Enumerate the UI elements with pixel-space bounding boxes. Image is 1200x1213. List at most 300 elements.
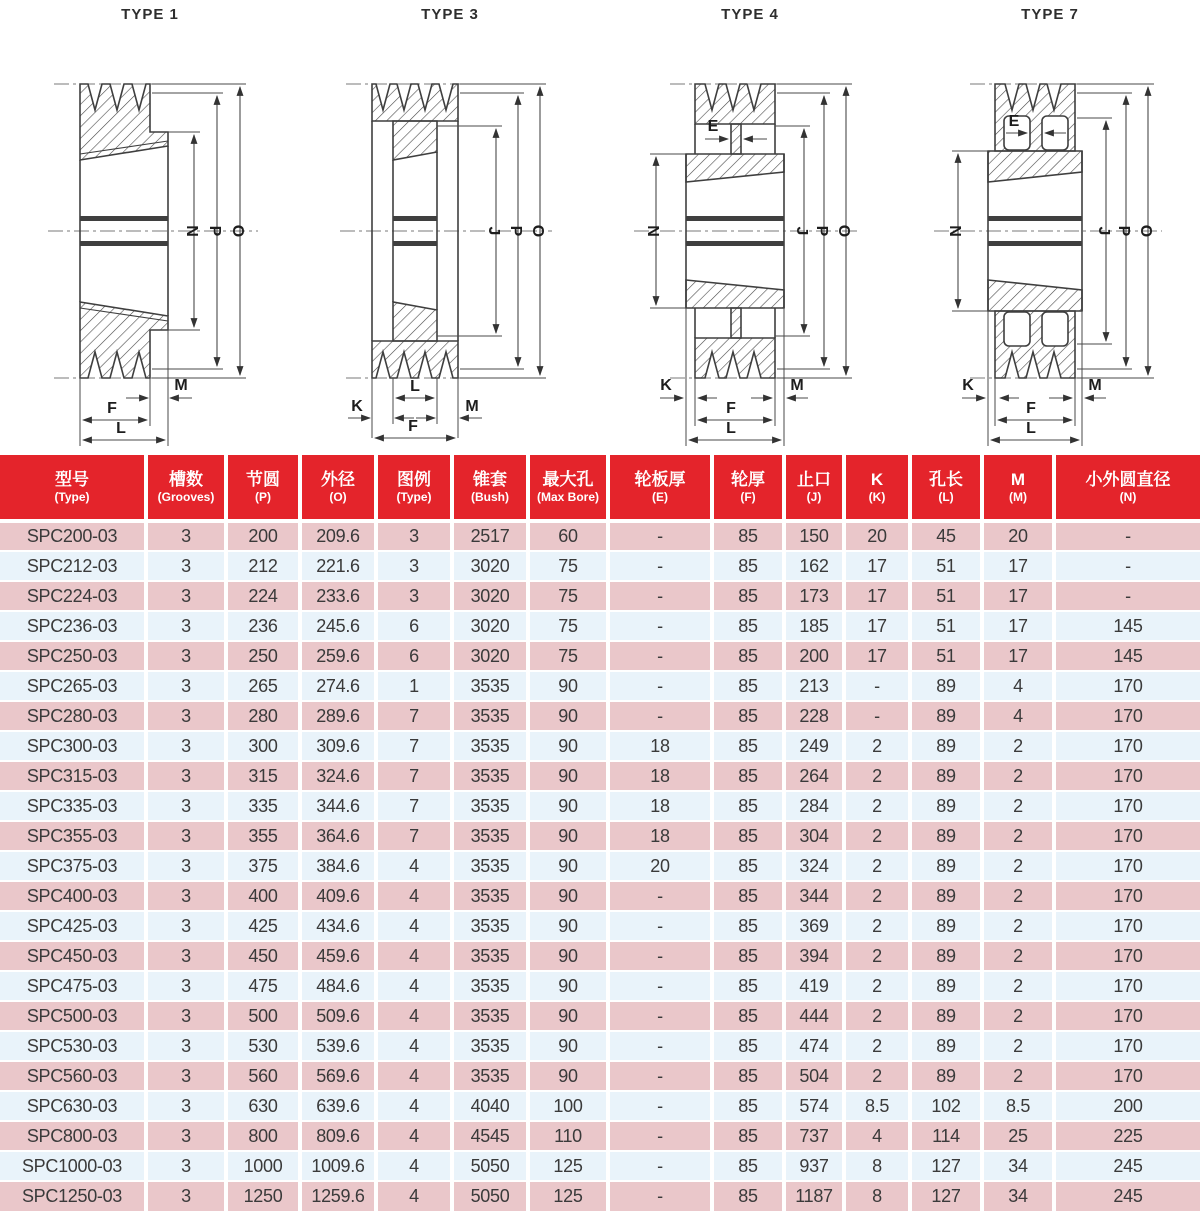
table-cell: 85 <box>712 1061 784 1091</box>
table-row <box>0 641 1200 671</box>
table-cell: 20 <box>608 851 712 881</box>
table-cell: 2 <box>982 941 1054 971</box>
table-cell: 569.6 <box>300 1061 376 1091</box>
table-cell: - <box>608 1031 712 1061</box>
table-row <box>0 941 1200 971</box>
table-cell: 3535 <box>452 1061 528 1091</box>
table-cell: 315 <box>226 761 300 791</box>
table-cell: 20 <box>982 521 1054 551</box>
table-row <box>0 851 1200 881</box>
type-3-diagram <box>300 0 600 455</box>
table-cell: 364.6 <box>300 821 376 851</box>
table-header-row <box>0 455 1200 521</box>
table-cell: 7 <box>376 821 452 851</box>
table-cell: 89 <box>910 731 982 761</box>
table-cell: 264 <box>784 761 844 791</box>
table-cell: 300 <box>226 731 300 761</box>
table-cell: 4 <box>376 1001 452 1031</box>
table-cell: 284 <box>784 791 844 821</box>
table-cell: 90 <box>528 1031 608 1061</box>
dim-label-e: E <box>707 118 719 135</box>
table-cell: - <box>608 581 712 611</box>
column-header-en: (E) <box>652 490 668 505</box>
table-cell: 125 <box>528 1181 608 1211</box>
column-header-en: (M) <box>1009 490 1027 505</box>
table-cell: - <box>608 1121 712 1151</box>
table-cell: 484.6 <box>300 971 376 1001</box>
table-cell: 18 <box>608 731 712 761</box>
dim-label-n: N <box>644 225 661 237</box>
table-cell: 1250 <box>226 1181 300 1211</box>
table-cell: 90 <box>528 1061 608 1091</box>
table-cell: 85 <box>712 521 784 551</box>
table-cell: 221.6 <box>300 551 376 581</box>
dim-label-j: J <box>793 226 810 236</box>
table-cell: SPC425-03 <box>0 911 146 941</box>
table-cell: - <box>1054 521 1200 551</box>
table-cell: SPC1250-03 <box>0 1181 146 1211</box>
type-4-title: TYPE 4 <box>721 6 779 23</box>
table-cell: 3 <box>146 581 226 611</box>
table-cell: 4 <box>982 701 1054 731</box>
table-cell: 3 <box>146 521 226 551</box>
column-header <box>226 455 300 521</box>
table-cell: 3 <box>146 851 226 881</box>
table-cell: 937 <box>784 1151 844 1181</box>
dim-label-m: M <box>465 398 479 415</box>
column-header-en: (Grooves) <box>157 490 215 505</box>
table-cell: SPC500-03 <box>0 1001 146 1031</box>
table-cell: 4 <box>376 881 452 911</box>
dim-label-m: M <box>790 377 804 394</box>
dim-label-f: F <box>408 418 418 435</box>
table-cell: SPC800-03 <box>0 1121 146 1151</box>
table-cell: 170 <box>1054 671 1200 701</box>
column-header <box>784 455 844 521</box>
table-cell: 89 <box>910 941 982 971</box>
dim-label-f: F <box>1026 400 1036 417</box>
table-cell: 4 <box>376 1091 452 1121</box>
table-cell: 504 <box>784 1061 844 1091</box>
table-cell: 2 <box>844 881 910 911</box>
table-cell: 4 <box>376 971 452 1001</box>
table-cell: 89 <box>910 821 982 851</box>
table-cell: 89 <box>910 911 982 941</box>
table-cell: 85 <box>712 581 784 611</box>
dim-label-o: O <box>229 224 246 238</box>
table-cell: 289.6 <box>300 701 376 731</box>
table-cell: 304 <box>784 821 844 851</box>
dim-label-p: P <box>1115 225 1132 237</box>
table-cell: 85 <box>712 611 784 641</box>
table-cell: 85 <box>712 1121 784 1151</box>
table-cell: 145 <box>1054 641 1200 671</box>
table-cell: 5050 <box>452 1151 528 1181</box>
table-cell: SPC560-03 <box>0 1061 146 1091</box>
dim-label-f: F <box>726 400 736 417</box>
table-cell: SPC450-03 <box>0 941 146 971</box>
table-cell: 3 <box>146 1181 226 1211</box>
table-cell: 45 <box>910 521 982 551</box>
table-cell: 4 <box>376 941 452 971</box>
table-cell: 3535 <box>452 821 528 851</box>
table-cell: 3 <box>146 791 226 821</box>
column-header-en: (P) <box>255 490 271 505</box>
table-cell: SPC475-03 <box>0 971 146 1001</box>
table-cell: 17 <box>982 551 1054 581</box>
table-cell: - <box>608 551 712 581</box>
table-cell: 2517 <box>452 521 528 551</box>
table-row <box>0 821 1200 851</box>
table-cell: 3 <box>376 521 452 551</box>
table-cell: 3 <box>146 1121 226 1151</box>
table-cell: 18 <box>608 761 712 791</box>
table-row <box>0 1001 1200 1031</box>
table-body <box>0 521 1200 1211</box>
table-cell: - <box>844 701 910 731</box>
table-cell: 500 <box>226 1001 300 1031</box>
table-cell: 90 <box>528 821 608 851</box>
table-cell: 75 <box>528 581 608 611</box>
table-row <box>0 731 1200 761</box>
column-header <box>146 455 226 521</box>
table-cell: 384.6 <box>300 851 376 881</box>
table-cell: 170 <box>1054 1061 1200 1091</box>
column-header-en: (O) <box>329 490 347 505</box>
table-row <box>0 1151 1200 1181</box>
table-cell: 51 <box>910 551 982 581</box>
table-cell: 85 <box>712 821 784 851</box>
column-header <box>0 455 146 521</box>
table-cell: 245 <box>1054 1181 1200 1211</box>
table-cell: 90 <box>528 971 608 1001</box>
table-cell: 90 <box>528 941 608 971</box>
table-cell: 51 <box>910 641 982 671</box>
table-cell: SPC250-03 <box>0 641 146 671</box>
table-cell: 3535 <box>452 701 528 731</box>
table-cell: 85 <box>712 671 784 701</box>
table-cell: 1259.6 <box>300 1181 376 1211</box>
column-header-zh: 槽数 <box>169 469 203 489</box>
table-cell: SPC212-03 <box>0 551 146 581</box>
table-cell: 4545 <box>452 1121 528 1151</box>
table-cell: SPC375-03 <box>0 851 146 881</box>
table-cell: 3 <box>146 671 226 701</box>
table-cell: SPC300-03 <box>0 731 146 761</box>
table-cell: 2 <box>982 1031 1054 1061</box>
dim-label-o: O <box>529 224 546 238</box>
table-cell: 409.6 <box>300 881 376 911</box>
dim-label-o: O <box>1137 224 1154 238</box>
table-cell: 509.6 <box>300 1001 376 1031</box>
table-cell: 212 <box>226 551 300 581</box>
table-cell: 85 <box>712 1091 784 1121</box>
table-cell: 170 <box>1054 941 1200 971</box>
column-header-zh: 止口 <box>797 469 831 489</box>
table-cell: 3 <box>146 881 226 911</box>
column-header-en: (K) <box>868 490 886 505</box>
table-cell: 34 <box>982 1151 1054 1181</box>
table-cell: 90 <box>528 791 608 821</box>
table-cell: 89 <box>910 1031 982 1061</box>
table-cell: 2 <box>844 941 910 971</box>
dim-label-j: J <box>1095 226 1112 236</box>
table-cell: 3 <box>146 971 226 1001</box>
type-3-drawing <box>300 26 600 451</box>
column-header-en: (Type) <box>54 490 90 505</box>
type-4-diagram <box>600 0 900 455</box>
table-cell: 85 <box>712 1001 784 1031</box>
table-cell: 2 <box>844 1031 910 1061</box>
table-cell: 3535 <box>452 851 528 881</box>
column-header-zh: K <box>870 469 884 489</box>
table-cell: 2 <box>982 911 1054 941</box>
table-cell: 4 <box>376 1031 452 1061</box>
table-cell: 1009.6 <box>300 1151 376 1181</box>
table-cell: 173 <box>784 581 844 611</box>
dim-label-p: P <box>813 225 830 237</box>
table-cell: - <box>844 671 910 701</box>
table-cell: 4040 <box>452 1091 528 1121</box>
table-cell: 1 <box>376 671 452 701</box>
table-cell: 17 <box>982 641 1054 671</box>
table-cell: 450 <box>226 941 300 971</box>
table-row <box>0 1181 1200 1211</box>
table-cell: SPC335-03 <box>0 791 146 821</box>
table-cell: 200 <box>1054 1091 1200 1121</box>
table-cell: 170 <box>1054 911 1200 941</box>
table-cell: 3535 <box>452 911 528 941</box>
type-7-diagram <box>900 0 1200 455</box>
table-cell: 85 <box>712 851 784 881</box>
table-cell: 170 <box>1054 851 1200 881</box>
type-7-drawing <box>900 26 1200 451</box>
column-header-en: (J) <box>806 490 822 505</box>
table-cell: 3535 <box>452 1001 528 1031</box>
table-row <box>0 791 1200 821</box>
table-cell: 85 <box>712 791 784 821</box>
table-cell: 324.6 <box>300 761 376 791</box>
table-cell: 2 <box>982 821 1054 851</box>
column-header <box>844 455 910 521</box>
table-cell: 800 <box>226 1121 300 1151</box>
table-cell: 200 <box>226 521 300 551</box>
table-cell: 150 <box>784 521 844 551</box>
type-1-diagram <box>0 0 300 455</box>
type-1-drawing <box>0 26 300 451</box>
table-cell: 2 <box>844 971 910 1001</box>
table-cell: 90 <box>528 911 608 941</box>
table-cell: 2 <box>844 1061 910 1091</box>
table-cell: 2 <box>982 791 1054 821</box>
table-cell: 1187 <box>784 1181 844 1211</box>
table-cell: 17 <box>844 641 910 671</box>
table-cell: 17 <box>844 551 910 581</box>
table-cell: 3 <box>146 1061 226 1091</box>
table-cell: 127 <box>910 1151 982 1181</box>
table-cell: 170 <box>1054 761 1200 791</box>
table-cell: 344 <box>784 881 844 911</box>
dim-label-k: K <box>962 377 974 394</box>
table-cell: SPC265-03 <box>0 671 146 701</box>
table-cell: 3535 <box>452 971 528 1001</box>
table-cell: - <box>608 1091 712 1121</box>
table-cell: 1000 <box>226 1151 300 1181</box>
table-cell: 3535 <box>452 731 528 761</box>
column-header-en: (Max Bore) <box>536 490 599 505</box>
table-row <box>0 761 1200 791</box>
column-header-en: (Type) <box>396 490 432 505</box>
table-cell: 170 <box>1054 821 1200 851</box>
table-cell: 85 <box>712 881 784 911</box>
table-cell: 125 <box>528 1151 608 1181</box>
table-cell: 20 <box>844 521 910 551</box>
table-row <box>0 671 1200 701</box>
table-cell: 259.6 <box>300 641 376 671</box>
table-cell: 8.5 <box>844 1091 910 1121</box>
table-cell: 89 <box>910 761 982 791</box>
table-cell: 90 <box>528 761 608 791</box>
table-cell: 224 <box>226 581 300 611</box>
column-header <box>1054 455 1200 521</box>
table-cell: 89 <box>910 971 982 1001</box>
table-cell: 8 <box>844 1151 910 1181</box>
table-cell: 17 <box>982 581 1054 611</box>
table-cell: 18 <box>608 791 712 821</box>
table-cell: 170 <box>1054 1031 1200 1061</box>
table-cell: 6 <box>376 611 452 641</box>
table-cell: - <box>608 521 712 551</box>
column-header <box>452 455 528 521</box>
table-cell: - <box>608 1151 712 1181</box>
table-cell: 90 <box>528 701 608 731</box>
table-cell: 3 <box>146 551 226 581</box>
drawings-section <box>0 0 1200 455</box>
table-cell: 425 <box>226 911 300 941</box>
column-header-en: (N) <box>1119 490 1137 505</box>
table-cell: 7 <box>376 731 452 761</box>
table-cell: 2 <box>844 731 910 761</box>
table-cell: 3020 <box>452 611 528 641</box>
table-cell: 75 <box>528 641 608 671</box>
table-cell: 4 <box>982 671 1054 701</box>
table-cell: - <box>1054 551 1200 581</box>
table-cell: 265 <box>226 671 300 701</box>
table-row <box>0 911 1200 941</box>
table-cell: 89 <box>910 1001 982 1031</box>
column-header-zh: 轮厚 <box>731 469 765 489</box>
table-cell: 3 <box>146 911 226 941</box>
table-cell: 3 <box>146 731 226 761</box>
table-cell: 75 <box>528 551 608 581</box>
table-cell: - <box>608 881 712 911</box>
column-header-zh: 轮板厚 <box>634 469 686 489</box>
table-cell: 394 <box>784 941 844 971</box>
table-cell: 85 <box>712 1151 784 1181</box>
table-cell: 60 <box>528 521 608 551</box>
table-cell: 3535 <box>452 941 528 971</box>
table-cell: 3535 <box>452 671 528 701</box>
table-cell: 25 <box>982 1121 1054 1151</box>
table-cell: 2 <box>982 881 1054 911</box>
table-cell: - <box>608 1001 712 1031</box>
table-cell: 3 <box>146 761 226 791</box>
column-header <box>712 455 784 521</box>
column-header-zh: 外径 <box>321 469 355 489</box>
table-cell: 274.6 <box>300 671 376 701</box>
table-cell: 475 <box>226 971 300 1001</box>
table-cell: - <box>608 911 712 941</box>
table-cell: 18 <box>608 821 712 851</box>
column-header <box>608 455 712 521</box>
table-cell: 5050 <box>452 1181 528 1211</box>
table-cell: 89 <box>910 701 982 731</box>
table-cell: 530 <box>226 1031 300 1061</box>
table-cell: 170 <box>1054 791 1200 821</box>
column-header-zh: 节圆 <box>246 469 280 489</box>
table-cell: 51 <box>910 581 982 611</box>
type-1-title: TYPE 1 <box>121 6 179 23</box>
table-cell: 89 <box>910 671 982 701</box>
table-cell: 459.6 <box>300 941 376 971</box>
table-cell: 85 <box>712 551 784 581</box>
table-cell: - <box>608 971 712 1001</box>
table-cell: 7 <box>376 791 452 821</box>
table-cell: 85 <box>712 641 784 671</box>
type-7-title: TYPE 7 <box>1021 6 1079 23</box>
table-cell: 145 <box>1054 611 1200 641</box>
table-cell: 90 <box>528 671 608 701</box>
table-cell: 170 <box>1054 701 1200 731</box>
table-cell: 6 <box>376 641 452 671</box>
table-cell: SPC315-03 <box>0 761 146 791</box>
table-cell: SPC200-03 <box>0 521 146 551</box>
table-cell: SPC224-03 <box>0 581 146 611</box>
dim-label-n: N <box>946 225 963 237</box>
table-cell: 228 <box>784 701 844 731</box>
table-cell: 200 <box>784 641 844 671</box>
table-cell: 444 <box>784 1001 844 1031</box>
table-cell: 4 <box>376 1151 452 1181</box>
column-header <box>376 455 452 521</box>
table-cell: 2 <box>982 1061 1054 1091</box>
table-cell: 7 <box>376 761 452 791</box>
dim-label-e: E <box>1008 113 1020 130</box>
table-cell: 3020 <box>452 551 528 581</box>
table-cell: 89 <box>910 881 982 911</box>
table-cell: 2 <box>844 851 910 881</box>
type-4-drawing <box>600 26 900 451</box>
table-cell: 233.6 <box>300 581 376 611</box>
table-cell: SPC236-03 <box>0 611 146 641</box>
column-header-en: (F) <box>740 490 756 505</box>
dim-label-k: K <box>351 398 363 415</box>
table-cell: 3 <box>146 1091 226 1121</box>
column-header <box>910 455 982 521</box>
table-cell: 3 <box>146 1001 226 1031</box>
table-cell: 89 <box>910 851 982 881</box>
table-cell: 85 <box>712 731 784 761</box>
table-cell: 2 <box>982 761 1054 791</box>
table-cell: 639.6 <box>300 1091 376 1121</box>
table-row <box>0 971 1200 1001</box>
table-cell: 90 <box>528 851 608 881</box>
column-header-zh: 最大孔 <box>542 469 594 489</box>
dim-label-j: J <box>485 226 502 236</box>
table-cell: 185 <box>784 611 844 641</box>
table-cell: - <box>608 1061 712 1091</box>
column-header-zh: 锥套 <box>473 469 507 489</box>
